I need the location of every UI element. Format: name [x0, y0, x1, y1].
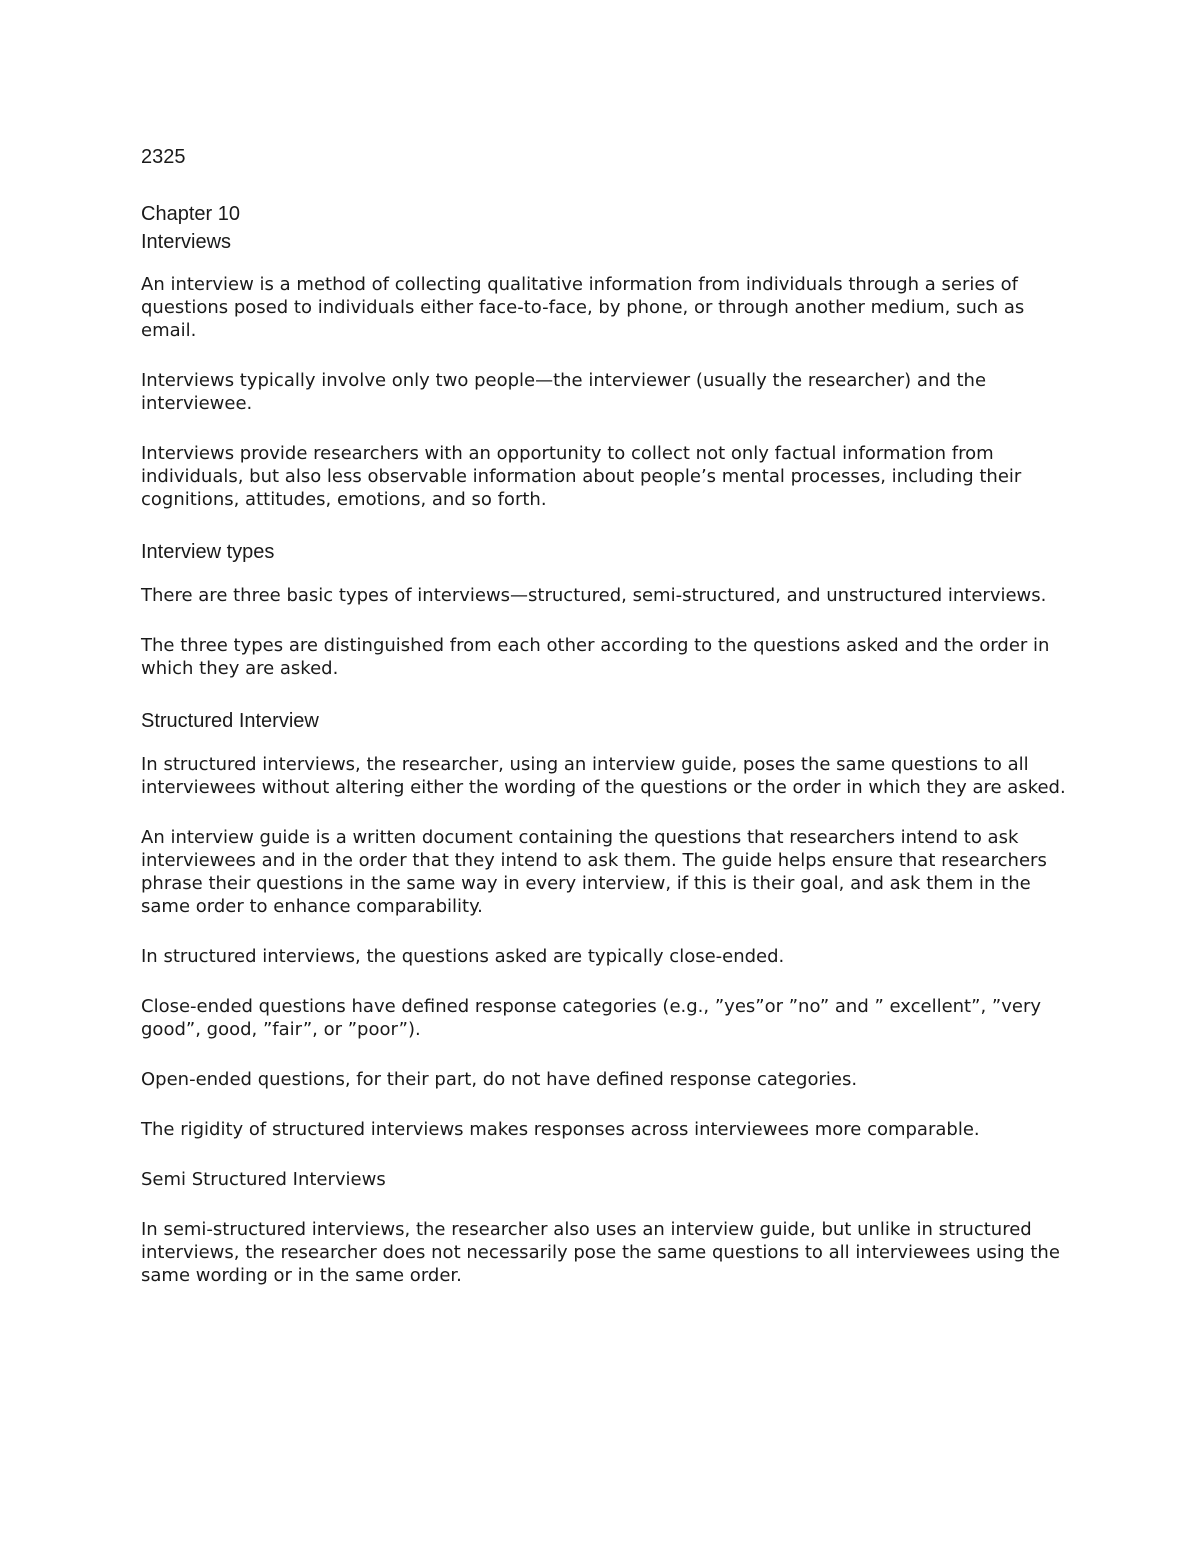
section-heading-semi-structured: Semi Structured Interviews — [141, 1169, 386, 1190]
structured-paragraph: The rigidity of structured interviews makes responses across interviewees more comparable. — [141, 1119, 980, 1140]
section-heading-structured-interview: Structured Interview — [141, 710, 319, 732]
structured-paragraph: Open-ended questions, for their part, do not have defined response categories. — [141, 1069, 858, 1090]
structured-paragraph: Close-ended questions have defined response categories (e.g., ”yes”or ”no” and ” excellent”, ”very good”, good, ”fair”, or ”poor”). — [141, 996, 1041, 1040]
intro-paragraph: Interviews typically involve only two people—the interviewer (usually the researcher) and the interviewee. — [141, 370, 987, 414]
structured-paragraph: In structured interviews, the researcher, using an interview guide, poses the same questions to all interviewees without altering either the wording of the questions or the order in which they are asked. — [141, 754, 1066, 798]
semi-paragraph: In semi-structured interviews, the researcher also uses an interview guide, but unlike in structured interviews, the researcher does not necessarily pose the same questions to all interviewees using the same wording or in the same order. — [141, 1219, 1060, 1286]
types-paragraph: The three types are distinguished from each other according to the questions asked and the order in which they are asked. — [141, 635, 1050, 679]
document-page — [141, 140, 1071, 1287]
structured-paragraph: An interview guide is a written document containing the questions that researchers intend to ask interviewees and in the order that they intend to ask them. The guide helps ensure that researchers phrase their questions in the same way in every interview, if this is their goal, and ask them in the same order to enhance comparability. — [141, 827, 1047, 917]
section-heading-interview-types: Interview types — [141, 541, 275, 563]
intro-paragraph: An interview is a method of collecting qualitative information from individuals through a series of questions posed to individuals either face-to-face, by phone, or through another medium, such as email. — [141, 274, 1025, 341]
chapter-title: Chapter 10 — [141, 203, 240, 225]
intro-paragraph: Interviews provide researchers with an opportunity to collect not only factual information from individuals, but also less observable information about people’s mental processes, including their cognitions, attitudes, emotions, and so forth. — [141, 443, 1022, 510]
structured-paragraph: In structured interviews, the questions asked are typically close-ended. — [141, 946, 785, 967]
topic-title: Interviews — [141, 231, 232, 253]
document-number: 2325 — [141, 146, 186, 168]
types-paragraph: There are three basic types of interviews—structured, semi-structured, and unstructured interviews. — [141, 585, 1047, 606]
